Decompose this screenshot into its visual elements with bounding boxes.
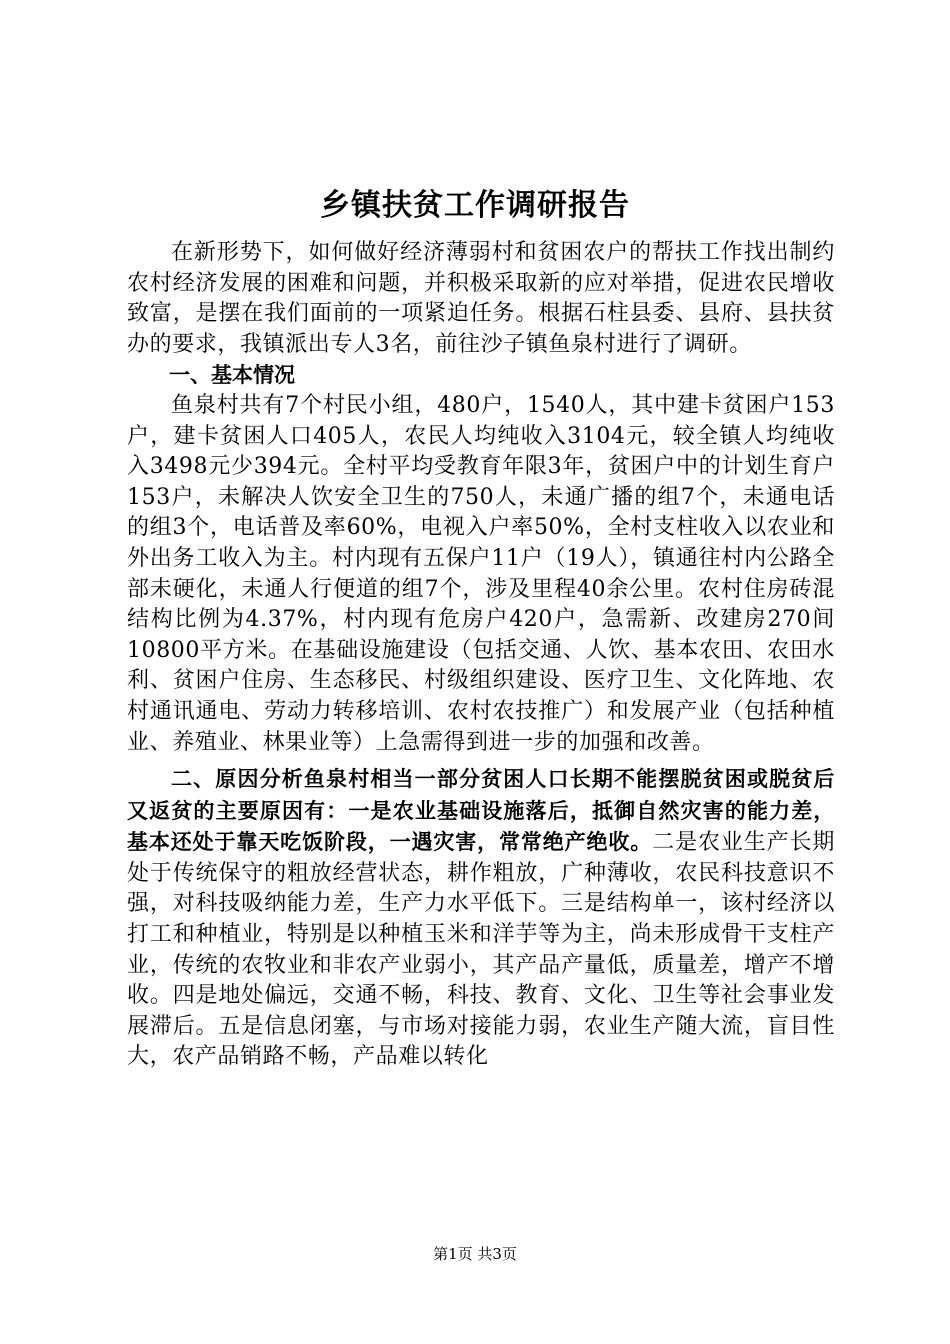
cause-analysis-bold-text: 二、原因分析鱼泉村相当一部分贫困人口长期不能摆脱贫困或脱贫后又返贫的主要原因有：一是农业基础设施落后，抵御自然灾害的能力差，基本还处于靠天吃饭阶段，一遇灾害，常常绝产绝收。 [127,767,835,855]
intro-paragraph: 在新形势下，如何做好经济薄弱村和贫困农户的帮扶工作找出制约农村经济发展的困难和问题，并积极采取新的应对举措，促进农民增收致富，是摆在我们面前的一项紧迫任务。根据石柱县委、县府、县扶贫办的要求，我镇派出专人3名，前往沙子镇鱼泉村进行了调研。 [127,240,835,357]
cause-analysis-paragraph [127,764,835,1073]
section-heading-basic-situation: 一、基本情况 [169,363,295,388]
page-footer: 第1页 共3页 [433,1245,517,1263]
document-title: 乡镇扶贫工作调研报告 [320,188,630,223]
cause-analysis-body-text: 二是农业生产长期处于传统保守的粗放经营状态，耕作粗放，广种薄收，农民科技意识不强，对科技吸纳能力差，生产力水平低下。三是结构单一，该村经济以打工和种植业，特别是以种植玉米和洋芋等为主，尚未形成骨干支柱产业，传统的农牧业和非农产业弱小，其产品产量低，质量差，增产不增收。四是地处偏远，交通不畅，科技、教育、文化、卫生等社会事业发展滞后。五是信息闭塞，与市场对接能力弱，农业生产随大流，盲目性大，农产品销路不畅，产品难以转化 [127,830,835,1070]
basic-situation-paragraph: 鱼泉村共有7个村民小组，480户，1540人，其中建卡贫困户153户，建卡贫困人口405人，农民人均纯收入3104元，较全镇人均纯收入3498元少394元。全村平均受教育年限3年，贫困户中的计划生育户153户，未解决人饮安全卫生的750人，未通广播的组7个，未通电话的组3个，电话普及率60%，电视入户率50%，全村支柱收入以农业和外出务工收入为主。村内现有五保户11户（19人），镇通往村内公路全部未硬化，未通人行便道的组7个，涉及里程40余公里。农村住房砖混结构比例为4.37%，村内现有危房户420户，急需新、改建房270间10800平方米。在基础设施建设（包括交通、人饮、基本农田、农田水利、贫困户住房、生态移民、村级组织建设、医疗卫生、文化阵地、农村通讯通电、劳动力转移培训、农村农技推广）和发展产业（包括种植业、养殖业、林果业等）上急需得到进一步的加强和改善。 [127,392,835,755]
document-body [127,238,835,1073]
